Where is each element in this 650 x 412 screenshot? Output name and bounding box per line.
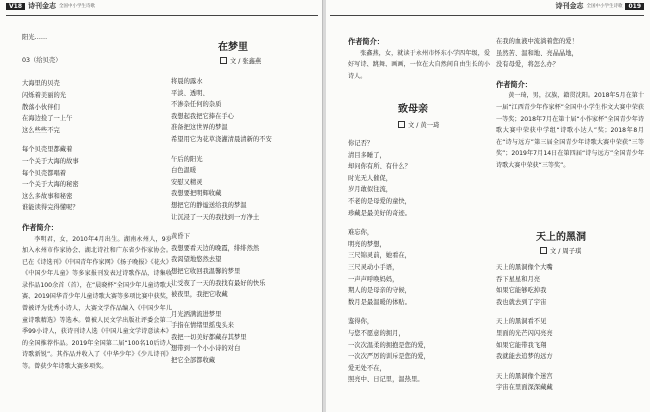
poem-lines-top (22, 32, 172, 136)
poem-line: 每个贝壳里都藏着 (22, 146, 73, 154)
poem-line (22, 44, 172, 56)
header-brand: 诗刊金志 (555, 2, 584, 10)
poem-line: 谁能读得完得懂呢？ (22, 204, 79, 212)
poem-line: 三尺锦灵前，她看在， (348, 252, 411, 260)
bio-heading: 作者简介： (22, 222, 58, 232)
poem-line: 大海里的贝壳 (22, 80, 60, 88)
poem-author (220, 56, 261, 65)
poem-line: 每个贝壳都唱着 (22, 169, 67, 177)
poem-line: 如果它能够吃掉我 (496, 287, 547, 295)
stanza (496, 316, 644, 362)
poem-line: 在我的血液中流淌着您的爱！ (496, 38, 578, 45)
poem-author (540, 246, 581, 255)
left-column-a (22, 32, 172, 373)
header-subtitle: 全国中小学生诗歌 (59, 4, 95, 9)
poem-line: 被夜里，我把它收藏 (171, 291, 228, 299)
poem-line: 期人的是母亲的守候， (348, 287, 411, 295)
poem-body (496, 262, 644, 394)
poem-line: 与您不愿意的拥月， (348, 329, 405, 337)
poem-line: 天上的黑洞像个大嘴 (496, 264, 553, 271)
poem-line (22, 67, 172, 79)
header-brand: 诗刊金志 (28, 2, 56, 10)
poem-line: 如果它能带我飞翔 (496, 341, 547, 349)
page-number: V18 (6, 3, 25, 10)
header-rule (6, 15, 318, 16)
poem-line: 不老的是母爱的童快， (348, 197, 411, 205)
poem-title: 天上的黑洞 (536, 232, 586, 243)
poem-line: 吞下星星和月亮 (496, 275, 541, 283)
poem-line: 准备把这世界的梦温 (171, 124, 228, 132)
author-name: 文 / 黄一琦 (408, 122, 440, 129)
header-rule (330, 15, 644, 16)
stanza (171, 76, 319, 146)
poem-line: 手指在情绪里摇曳头来 (171, 322, 234, 330)
poem-line: 鉴得你， (348, 318, 374, 326)
right-page-header (555, 3, 644, 10)
poem-line: 希望用它为花草浇灌清晨清新的不安 (171, 135, 272, 143)
stanza (348, 227, 490, 308)
checkbox-icon (220, 57, 227, 64)
poem-line: 一个关于大海的秘密 (22, 181, 79, 189)
poem-line: 三尺灵动小手语， (348, 263, 399, 271)
poem-line: 里面的光芒闪闪亮亮 (496, 329, 553, 337)
right-column-a (348, 36, 490, 82)
poem-title: 在梦里 (218, 42, 248, 53)
poem-line: 月光洒满流进梦里 (171, 310, 222, 318)
poem-line: 想把它的静谧送给我的梦温 (171, 201, 247, 209)
poem-line: 我想要把明辉收藏 (171, 190, 222, 198)
author-name: 文 / 周子琪 (550, 248, 582, 255)
bio-text: 李明君，女，2010年4月出生。湖南永州人，9岁加入永州市作家协会、湖北诗社和广东省少作家协会。已在《诗选刊》《中国青年作家网》《扬子晚报》《花火》《中国少年儿童》等多家报刊发表过诗歌作品，诗集收录作品100余首（首），在“晨晓杯”全国少年儿童诗歌大赛、2019国华青少年儿童诗歌大赛等多项比赛中获奖，曾被评为优秀小诗人，大赛文学作品编入《中国少年儿童诗歌精选》等选本。曾被人民文学出版社评委会第二季99小诗人，获诗刊诗人选《中国儿童文学诗意读本》的全国推荐作品。2019年全国第二届“100名10后诗人诗歌新锐”。其作品并收入了《中华少年》《少儿诗刊》等。曾获少年诗歌大赛多项奖。 (22, 235, 172, 371)
poem-line: 难忘你， (348, 229, 374, 237)
poem-line: 将晨的露水 (171, 78, 203, 85)
poem-line: 黄昏下 (171, 233, 190, 241)
header-subtitle: 全国中小学生诗歌 (586, 4, 623, 9)
poem-lines-top (496, 36, 644, 71)
poem-line: 在海边捡了一上午 (22, 115, 73, 123)
checkbox-icon (398, 121, 405, 128)
poem-line: 把它全部都收藏 (171, 357, 216, 365)
author-name: 文 / 张鑫燕 (230, 58, 262, 65)
right-column-b (496, 36, 644, 172)
poem-line: 我就能去追梦的远方 (496, 353, 553, 361)
poem-line: 你记否？ (348, 140, 374, 147)
poem-line: 想把它收回我温馨的梦里 (171, 267, 241, 275)
poem-line: 03（给贝壳） (22, 57, 62, 65)
page-number: 019 (625, 3, 644, 10)
left-page-header (6, 3, 95, 10)
poem-line: 明亮的梦想， (348, 240, 386, 248)
poem-line: 一声声呼唤妈妈， (348, 275, 399, 283)
bio-text: 黄一琦，男，汉族，籍贯沈阳。2018年5月在第十一届“江西青少年作家杯”全国中小学生作文大赛中荣获一等奖；2018年7月在第十届“小作家杯”全国青少年诗歌大赛中荣获中学组“诗歌小达人”奖；2018年8月在“诗与远方”第三届全国青少年诗歌大赛中荣获“三等奖”；2019年7月14日在第四届“诗与远方”全国青少年诗歌大赛中荣获“三等奖”。 (496, 92, 644, 169)
poem-line: 一个关于大海的故事 (22, 157, 79, 165)
bio-heading: 作者简介： (496, 79, 532, 89)
poem-line: 阳光…… (22, 34, 48, 41)
poem-line: 珍藏是最美好的奇迹。 (348, 209, 411, 217)
poem-line: 闪烁着美丽的光 (22, 91, 67, 99)
poem-line: 安慰又精灵 (171, 178, 203, 186)
poem-line: 不渗杂任何的杂质 (171, 101, 222, 109)
poem-line: 却问你有所、有什么？ (348, 163, 411, 171)
poem-line: 我想起我把它捧在手心 (171, 112, 234, 120)
poem-lines-mid (22, 144, 172, 214)
poem-line: 这么多故事和秘密 (22, 192, 73, 200)
poem-line: 天上的黑洞看不见 (496, 318, 547, 326)
poem-line: 照亮中、日记里，温热里。 (348, 376, 424, 384)
poem-line: 宇宙在里面深深藏藏 (496, 384, 553, 392)
poem-author (398, 120, 439, 129)
poem-line: 虽然苦、温和地、亮晶晶地， (496, 49, 578, 57)
stanza (496, 371, 644, 394)
stanza (171, 309, 319, 367)
stanza (496, 262, 644, 308)
poem-line: 时光无人催促， (348, 174, 393, 182)
poem-line: 午后的阳光 (171, 155, 203, 163)
poem-line: 我想要看天边的晚霞，绯绯然然 (171, 244, 260, 252)
poem-line: 平淡、透明、 (171, 89, 209, 97)
poem-line: 一次次温柔的拥抱是您的爱， (348, 341, 430, 349)
poem-line: 岁月敢似往流， (348, 186, 393, 194)
poem-line: 我把一切美好都藏存其梦里 (171, 333, 247, 341)
poem-body (348, 138, 490, 386)
poem-body (171, 76, 319, 367)
poem-line: 我渴望地悠然去望 (171, 256, 222, 264)
poem-line: 让沉浸了一天的我找到一方净土 (171, 213, 260, 221)
poem-line: 没有母爱，将怎么办？ (496, 61, 559, 69)
poem-line: 想带到一个小小诗的对白 (171, 345, 241, 353)
bio-heading: 作者简介： (348, 37, 384, 46)
poem-title: 致母亲 (398, 104, 428, 115)
stanza (348, 316, 490, 386)
poem-line: 爱无处不在， (348, 364, 386, 372)
right-page (326, 0, 650, 412)
checkbox-icon (540, 247, 547, 254)
poem-line: 一次次严厉的训斥是您的爱， (348, 353, 430, 361)
poem-line: 我也就去到了宇宙 (496, 298, 547, 306)
poem-line: 让受夜了一天的我找有最好的快乐 (171, 279, 266, 287)
stanza (171, 231, 319, 301)
bio-text: 张鑫燕，女，就读于永州市怀东小学四年级，爱好写诗、跳舞、画画，一位在大自然间自由生长的小诗人。 (348, 49, 490, 80)
poem-line: 这么些些不完 (22, 126, 60, 134)
stanza (348, 138, 490, 219)
poem-line: 白色温暖 (171, 167, 197, 175)
poem-line: 散落小伙伴们 (22, 103, 60, 111)
poem-line: 清目多睡了， (348, 151, 386, 159)
poem-line: 数月是最温暖的体贴。 (348, 298, 411, 306)
poem-line: 天上的黑洞像个迷宫 (496, 372, 553, 380)
left-page (0, 0, 323, 412)
stanza (171, 154, 319, 224)
